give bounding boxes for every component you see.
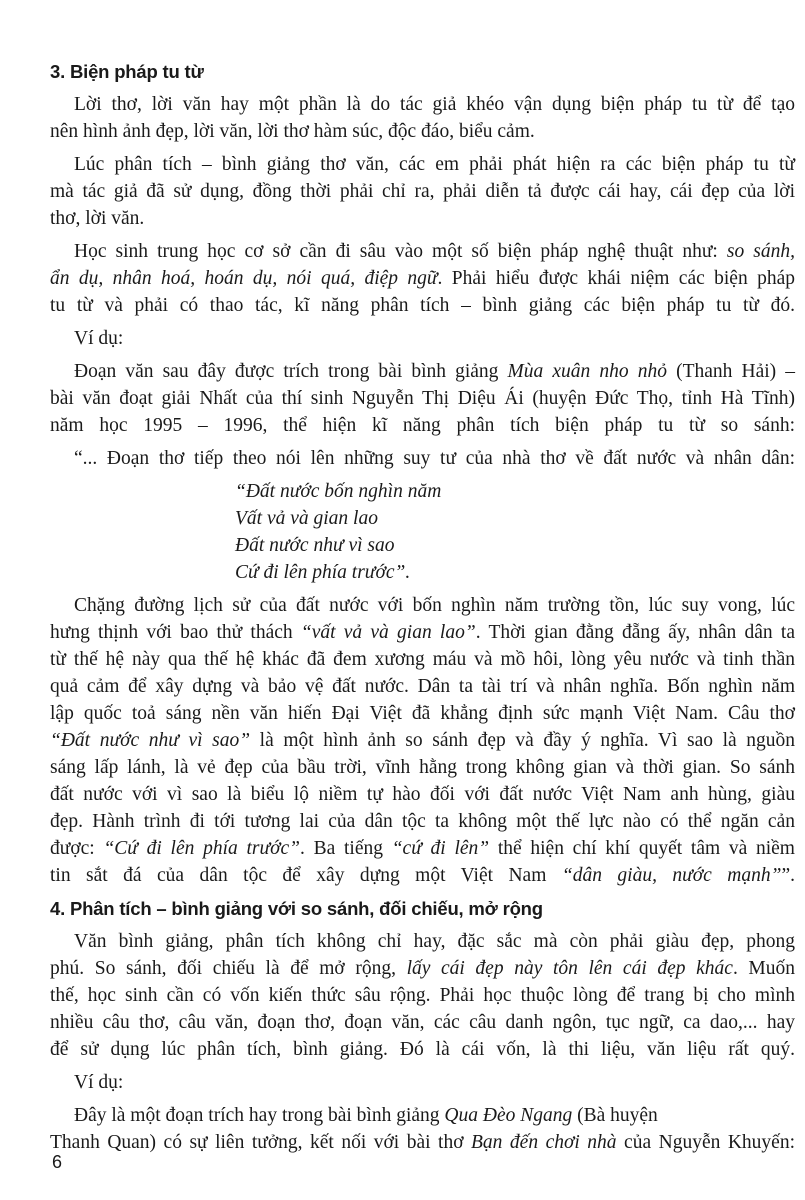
- text-line: [50, 385, 795, 412]
- paragraph: [50, 928, 795, 1063]
- text-line: [50, 982, 795, 1009]
- paragraph: [50, 238, 795, 319]
- text-line: [50, 445, 795, 472]
- italic-text: “Đất nước như vì sao”: [50, 730, 251, 751]
- text-segment: nhiều câu thơ, câu văn, đoạn thơ, đoạn văn, các câu danh ngôn, tục ngữ, ca dao,... hay: [50, 1012, 795, 1033]
- paragraph: [50, 91, 795, 145]
- text-segment: được:: [50, 838, 104, 859]
- text-line: [50, 118, 795, 145]
- text-segment: phú. So sánh, đối chiếu là để mở rộng,: [50, 958, 407, 979]
- text-segment: là một hình ảnh so sánh đẹp và đầy ý nghĩa. Vì sao là nguồn: [250, 730, 795, 751]
- text-segment: “Đất nước bốn nghìn năm: [235, 481, 442, 502]
- text-segment: . Ba tiếng: [300, 838, 392, 859]
- section: [50, 895, 795, 1156]
- paragraph: [50, 325, 795, 352]
- text-line: [50, 1129, 795, 1156]
- text-segment: hưng thịnh với bao thử thách: [50, 622, 301, 643]
- text-line: [50, 862, 795, 889]
- text-line: [50, 781, 795, 808]
- text-segment: từ thế hệ này qua thế hệ khác đã đem xương máu và mồ hôi, lòng yêu nước và tinh thần: [50, 649, 795, 670]
- text-segment: (Thanh Hải) –: [666, 361, 795, 382]
- text-segment: của Nguyễn Khuyến:: [616, 1132, 796, 1153]
- text-line: [50, 727, 795, 754]
- text-line: [50, 478, 795, 505]
- text-segment: . Thời gian đằng đẵng ấy, nhân dân ta: [475, 622, 795, 643]
- text-line: [50, 1009, 795, 1036]
- text-segment: Vất vả và gian lao: [235, 508, 378, 529]
- text-line: [50, 559, 795, 586]
- text-segment: thể hiện chí khí quyết tâm và niềm: [489, 838, 795, 859]
- italic-text: lấy cái đẹp này tôn lên cái đẹp khác: [406, 958, 733, 979]
- text-line: [50, 325, 795, 352]
- paragraph: [50, 1069, 795, 1096]
- text-segment: Ví dụ:: [74, 1072, 124, 1093]
- paragraph: [50, 1102, 795, 1156]
- text-segment: tin sắt đá của dân tộc để xây dựng một Việt Nam: [50, 865, 562, 886]
- text-segment: lập quốc toả sáng nền văn hiến Đại Việt đã khẳng định sức mạnh Việt Nam. Câu thơ: [50, 703, 795, 724]
- text-line: [50, 619, 795, 646]
- text-line: [50, 1102, 795, 1129]
- text-line: [50, 265, 795, 292]
- page-number: 6: [52, 1152, 63, 1172]
- text-line: [50, 178, 795, 205]
- text-line: [50, 91, 795, 118]
- text-line: [50, 412, 795, 439]
- text-line: [50, 532, 795, 559]
- text-segment: ”.: [781, 865, 796, 886]
- text-line: [50, 808, 795, 835]
- text-line: [50, 1036, 795, 1063]
- text-segment: để sử dụng lúc phân tích, bình giảng. Đó là cái vốn, là thi liệu, văn liệu rất quý.: [50, 1039, 795, 1060]
- text-line: [50, 955, 795, 982]
- text-line: [50, 592, 795, 619]
- text-line: [50, 754, 795, 781]
- text-line: [50, 358, 795, 385]
- text-line: [50, 238, 795, 265]
- text-segment: quả cảm để xây dựng và bảo vệ đất nước. Dân ta tài trí và nhân nghĩa. Bốn nghìn năm: [50, 676, 795, 697]
- text-line: [50, 700, 795, 727]
- text-segment: bài văn đoạt giải Nhất của thí sinh Nguyễn Thị Diệu Ái (huyện Đức Thọ, tỉnh Hà Tĩnh): [50, 388, 795, 409]
- text-segment: Lúc phân tích – bình giảng thơ văn, các em phải phát hiện ra các biện pháp tu từ: [74, 154, 795, 175]
- text-line: [50, 673, 795, 700]
- text-line: [50, 928, 795, 955]
- paragraph: [50, 358, 795, 439]
- text-segment: sáng lấp lánh, là vẻ đẹp của bầu trời, vĩnh hằng trong không gian và thời gian. So sánh: [50, 757, 795, 778]
- poem-quote: [50, 478, 795, 586]
- italic-text: “Cứ đi lên phía trước”: [103, 838, 301, 859]
- text-segment: Đất nước như vì sao: [235, 535, 395, 556]
- text-segment: đất nước với vì sao là biểu lộ niềm tự hào đối với đất nước Việt Nam anh hùng, giàu: [50, 784, 795, 805]
- text-line: [50, 646, 795, 673]
- text-segment: Thanh Quan) có sự liên tưởng, kết nối với bài thơ: [50, 1132, 472, 1153]
- text-segment: (Bà huyện: [572, 1105, 658, 1126]
- text-line: [50, 292, 795, 319]
- text-line: [50, 205, 795, 232]
- text-line: [50, 151, 795, 178]
- section-heading: 3. Biện pháp tu từ: [50, 61, 204, 82]
- italic-text: Bạn đến chơi nhà: [471, 1132, 617, 1153]
- text-segment: Chặng đường lịch sử của đất nước với bốn nghìn năm trường tồn, lúc suy vong, lúc: [74, 595, 795, 616]
- paragraph: [50, 445, 795, 472]
- section: [50, 58, 795, 889]
- italic-text: “dân giàu, nước mạnh”: [561, 865, 782, 886]
- text-segment: năm học 1995 – 1996, thể hiện kĩ năng phân tích biện pháp tu từ so sánh:: [50, 415, 795, 436]
- text-segment: mà tác giả đã sử dụng, đồng thời phải chỉ ra, phải diễn tả được cái hay, cái đẹp của lời: [50, 181, 795, 202]
- paragraph: [50, 592, 795, 889]
- text-segment: . Phải hiểu được khái niệm các biện pháp: [437, 268, 795, 289]
- text-segment: Lời thơ, lời văn hay một phần là do tác giả khéo vận dụng biện pháp tu từ để tạo: [74, 94, 795, 115]
- text-segment: Cứ đi lên phía trước”.: [235, 562, 411, 583]
- text-line: [50, 835, 795, 862]
- paragraph: [50, 151, 795, 232]
- italic-text: Mùa xuân nho nhỏ: [507, 361, 667, 382]
- text-line: [50, 1069, 795, 1096]
- italic-text: “cứ đi lên”: [391, 838, 490, 859]
- document-page: [50, 58, 795, 1162]
- text-segment: Đoạn văn sau đây được trích trong bài bình giảng: [74, 361, 508, 382]
- section-heading: 4. Phân tích – bình giảng với so sánh, đối chiếu, mở rộng: [50, 898, 543, 919]
- text-segment: Ví dụ:: [74, 328, 124, 349]
- italic-text: so sánh,: [726, 241, 795, 262]
- italic-text: ẩn dụ, nhân hoá, hoán dụ, nói quá, điệp ngữ: [50, 268, 438, 289]
- text-segment: thơ, lời văn.: [50, 208, 145, 229]
- text-segment: thế, học sinh cần có vốn kiến thức sâu rộng. Phải học thuộc lòng để trang bị cho mình: [50, 985, 795, 1006]
- text-line: [50, 505, 795, 532]
- text-segment: đẹp. Hành trình đi tới tương lai của dân tộc ta không một thế lực nào có thể ngăn cản: [50, 811, 795, 832]
- text-segment: tu từ và phải có thao tác, kĩ năng phân tích – bình giảng các biện pháp tu từ đó.: [50, 295, 795, 316]
- italic-text: “vất vả và gian lao”: [300, 622, 476, 643]
- text-segment: nên hình ảnh đẹp, lời văn, lời thơ hàm súc, độc đáo, biểu cảm.: [50, 121, 535, 142]
- text-segment: Đây là một đoạn trích hay trong bài bình giảng: [74, 1105, 445, 1126]
- italic-text: Qua Đèo Ngang: [444, 1105, 573, 1126]
- text-segment: Văn bình giảng, phân tích không chỉ hay, đặc sắc mà còn phải giàu đẹp, phong: [74, 931, 795, 952]
- text-segment: Học sinh trung học cơ sở cần đi sâu vào một số biện pháp nghệ thuật như:: [74, 241, 727, 262]
- text-segment: . Muốn: [732, 958, 796, 979]
- text-segment: “... Đoạn thơ tiếp theo nói lên những suy tư của nhà thơ về đất nước và nhân dân:: [74, 448, 795, 469]
